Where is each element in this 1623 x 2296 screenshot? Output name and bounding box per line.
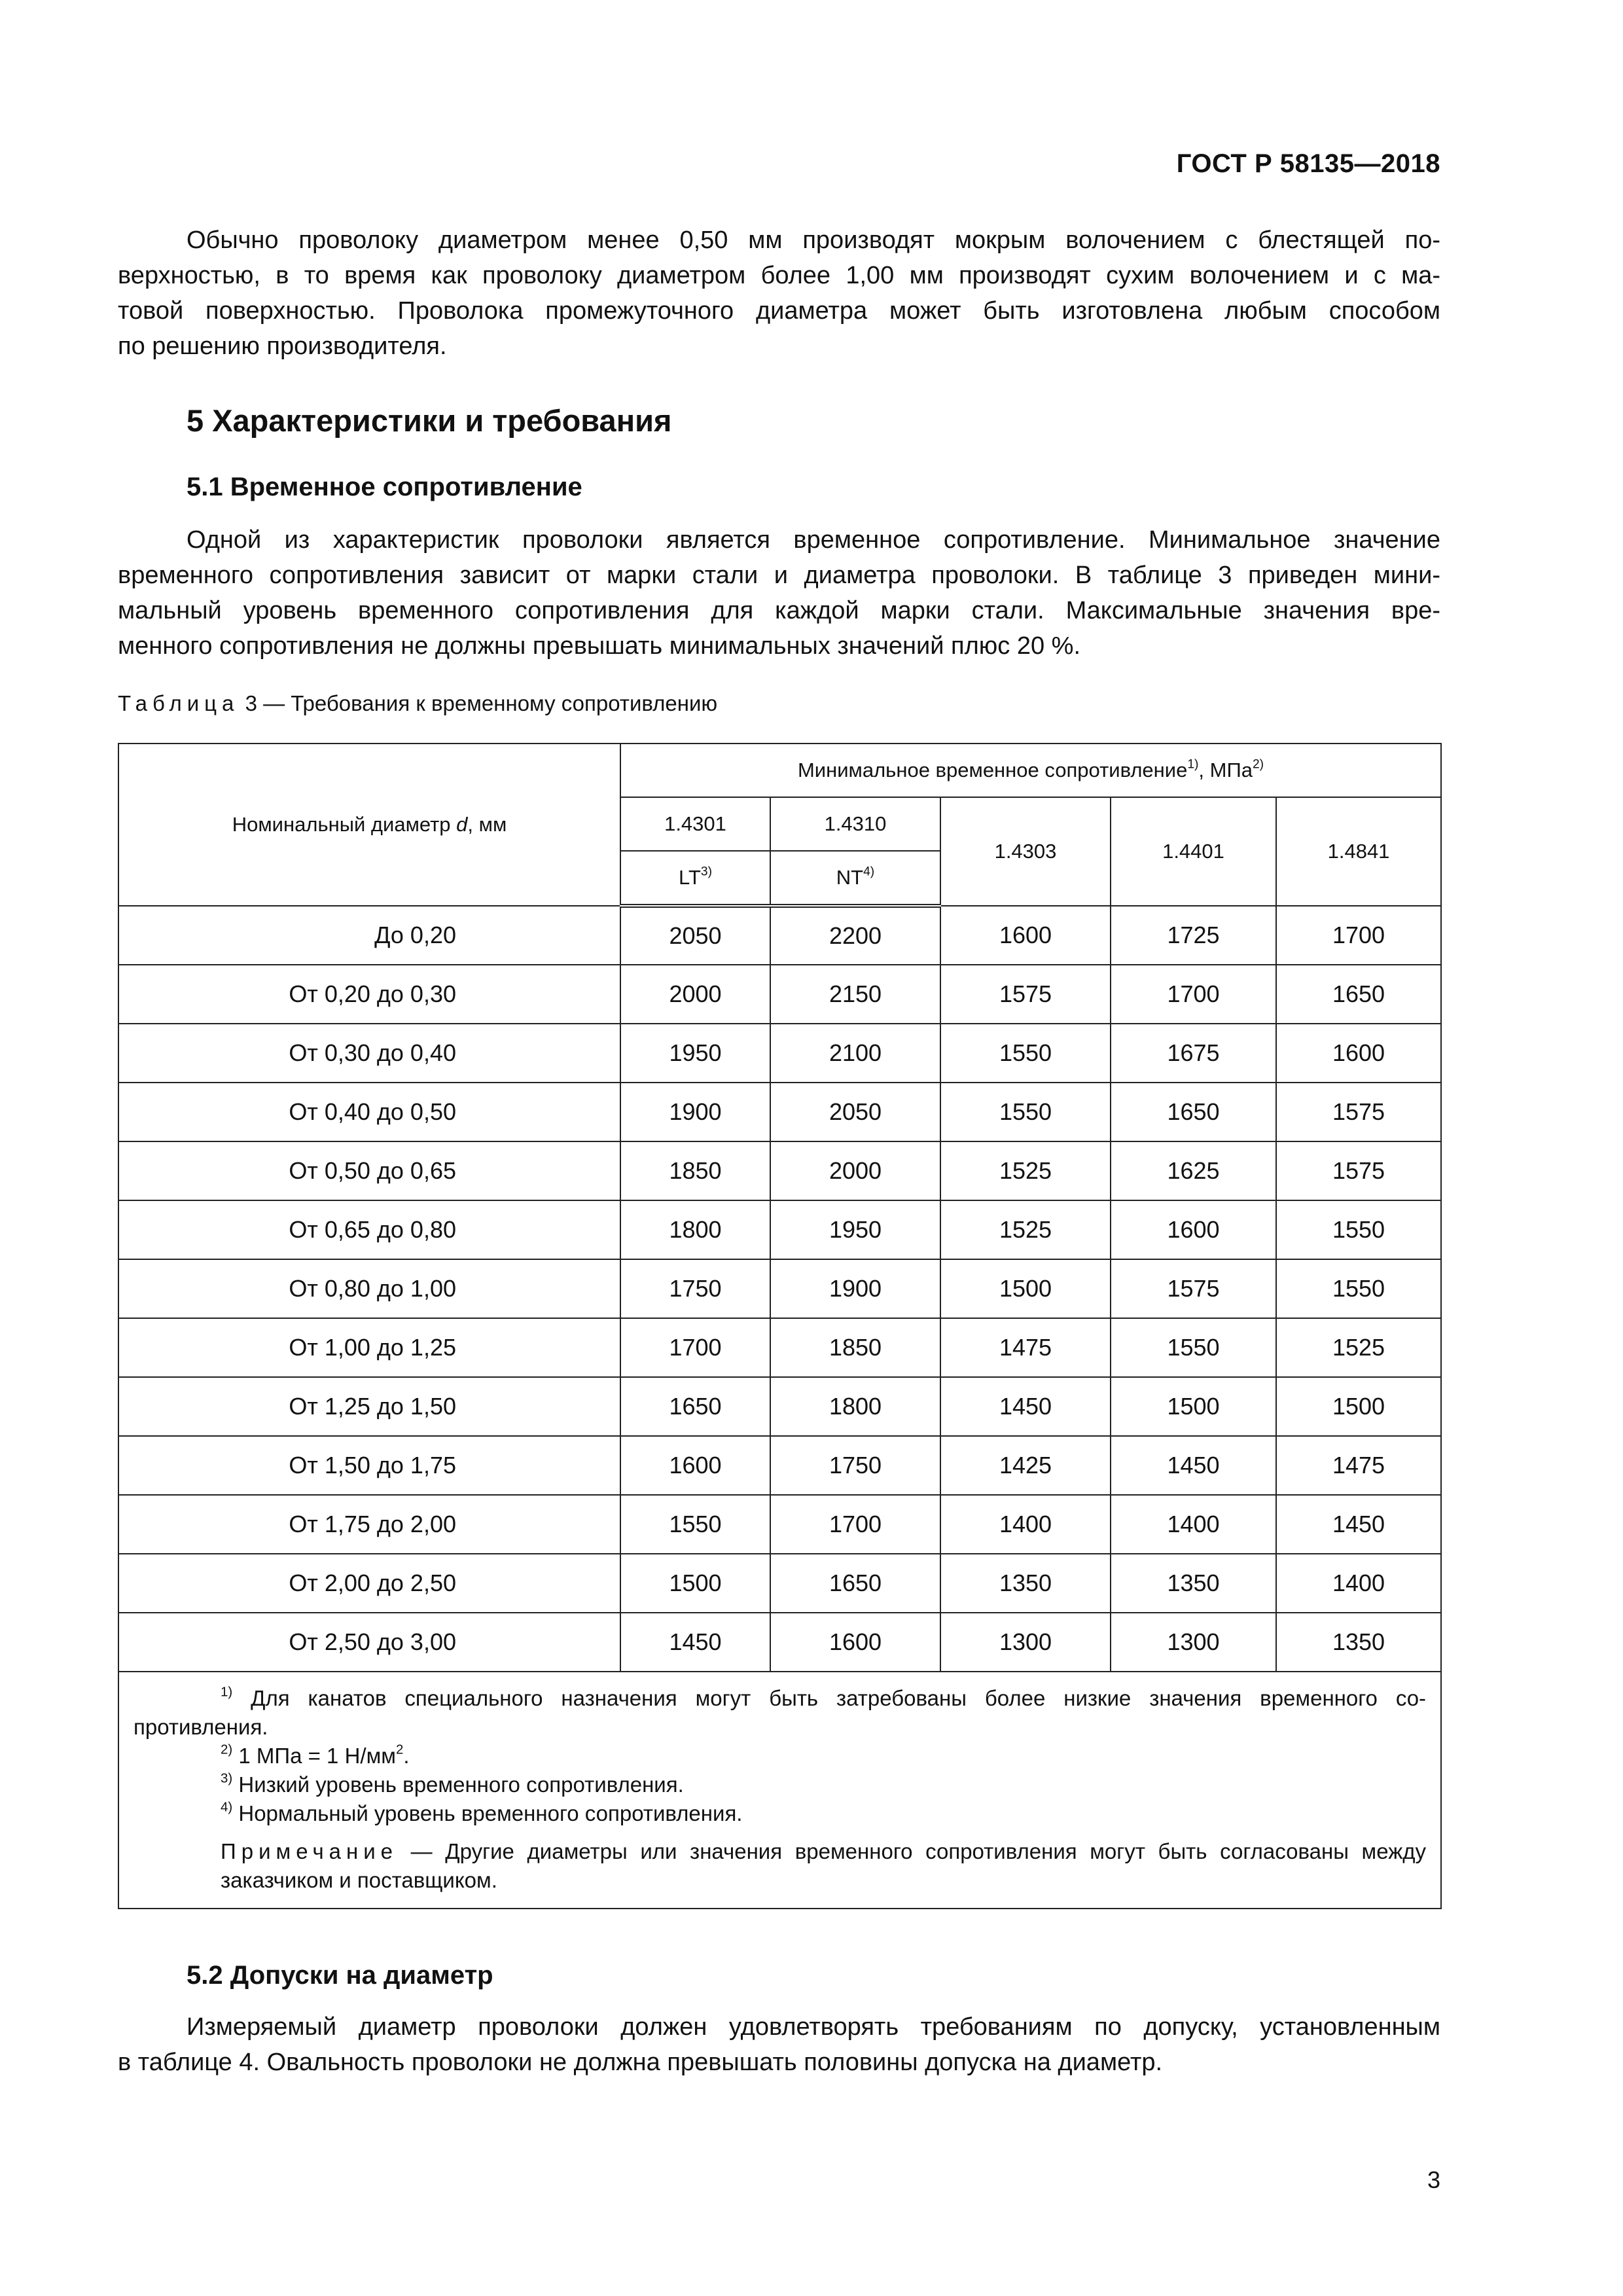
grade-header: 1.4301 [620, 797, 770, 851]
text-line: Обычно проволоку диаметром менее 0,50 мм производят мокрым волочением с блестящей по- [187, 226, 1440, 254]
grade-header: 1.4303 [940, 797, 1111, 906]
value-cell: 2100 [770, 1024, 940, 1083]
text-line: менного сопротивления не должны превышать минимальных значений плюс 20 %. [118, 632, 1080, 660]
note-text: — Другие диаметры или значения временного сопротивления могут быть согласованы между заказчиком и поставщиком. [221, 1839, 1427, 1892]
section-5-1-paragraph [118, 522, 1440, 664]
value-cell: 2000 [770, 1141, 940, 1200]
value-cell: 1700 [620, 1318, 770, 1377]
value-cell: 1600 [940, 906, 1111, 965]
table-caption [118, 691, 717, 716]
diameter-cell: От 2,00 до 2,50 [118, 1554, 620, 1613]
value-cell: 1750 [770, 1436, 940, 1495]
value-cell: 1550 [1111, 1318, 1276, 1377]
value-cell: 1500 [620, 1554, 770, 1613]
section-5-2-paragraph [118, 2009, 1440, 2080]
value-cell: 1800 [620, 1200, 770, 1259]
table-caption-text: 3 — Требования к временному сопротивлению [245, 691, 718, 715]
table-notes-row [118, 1672, 1441, 1909]
value-cell: 1900 [620, 1083, 770, 1141]
value-cell: 1300 [940, 1613, 1111, 1672]
value-cell: 1300 [1111, 1613, 1276, 1672]
value-cell: 2200 [770, 906, 940, 965]
diameter-cell: От 2,50 до 3,00 [118, 1613, 620, 1672]
level-header-lt: LT$^{3)}$ [620, 851, 770, 906]
level-header-nt: NT$^{4)}$ [770, 851, 940, 906]
table-3 [118, 743, 1442, 1909]
grade-header: 1.4310 [770, 797, 940, 851]
value-cell: 1450 [1276, 1495, 1441, 1554]
value-cell: 2050 [770, 1083, 940, 1141]
text-line: верхностью, в то время как проволоку диаметром более 1,00 мм производят сухим волочением и с ма- [118, 262, 1440, 289]
diameter-cell: От 0,50 до 0,65 [118, 1141, 620, 1200]
document-code: ГОСТ Р 58135—2018 [1176, 149, 1440, 178]
value-cell: 1525 [1276, 1318, 1441, 1377]
value-cell: 1625 [1111, 1141, 1276, 1200]
diameter-cell: До 0,20 [118, 906, 620, 965]
text-line: Измеряемый диаметр проволоки должен удовлетворять требованиям по допуску, установленным [187, 2013, 1440, 2041]
value-cell: 1600 [770, 1613, 940, 1672]
section-heading-5: 5 Характеристики и требования [187, 403, 672, 438]
table-footnotes [118, 1672, 1441, 1909]
table-row [118, 1613, 1441, 1672]
table-row [118, 1083, 1441, 1141]
grade-header: 1.4841 [1276, 797, 1441, 906]
footnote-3: $^{3)}$ Низкий уровень временного сопротивления. [221, 1770, 684, 1797]
value-cell: 1500 [1111, 1377, 1276, 1436]
value-cell: 1400 [1111, 1495, 1276, 1554]
text-line: в таблице 4. Овальность проволоки не должна превышать половины допуска на диаметр. [118, 2049, 1163, 2076]
table-caption-word: Таблица [118, 691, 240, 715]
value-cell: 1575 [1276, 1141, 1441, 1200]
text-line: товой поверхностью. Проволока промежуточного диаметра может быть изготовлена любым способом [118, 297, 1440, 325]
diameter-cell: От 0,65 до 0,80 [118, 1200, 620, 1259]
value-cell: 1700 [1276, 906, 1441, 965]
diameter-cell: От 1,50 до 1,75 [118, 1436, 620, 1495]
text-line: мальный уровень временного сопротивления для каждой марки стали. Максимальные значения вре- [118, 597, 1440, 624]
value-cell: 1725 [1111, 906, 1276, 965]
value-cell: 1950 [620, 1024, 770, 1083]
diameter-cell: От 0,40 до 0,50 [118, 1083, 620, 1141]
value-cell: 1550 [1276, 1200, 1441, 1259]
section-heading-5-1: 5.1 Временное сопротивление [187, 473, 582, 501]
diameter-cell: От 1,00 до 1,25 [118, 1318, 620, 1377]
value-cell: 1650 [1111, 1083, 1276, 1141]
value-cell: 1400 [940, 1495, 1111, 1554]
value-cell: 1450 [940, 1377, 1111, 1436]
value-cell: 1850 [620, 1141, 770, 1200]
table-row [118, 965, 1441, 1024]
diameter-cell: От 0,80 до 1,00 [118, 1259, 620, 1318]
value-cell: 1550 [940, 1024, 1111, 1083]
value-cell: 1500 [1276, 1377, 1441, 1436]
table-row [118, 1436, 1441, 1495]
value-cell: 1750 [620, 1259, 770, 1318]
note-label: Примечание [221, 1839, 399, 1863]
value-cell: 1700 [770, 1495, 940, 1554]
diameter-cell: От 0,20 до 0,30 [118, 965, 620, 1024]
value-cell: 1575 [940, 965, 1111, 1024]
value-cell: 1600 [1276, 1024, 1441, 1083]
value-cell: 1600 [1111, 1200, 1276, 1259]
value-cell: 1450 [620, 1613, 770, 1672]
footnote-4: $^{4)}$ Нормальный уровень временного сопротивления. [221, 1799, 743, 1825]
table-note [134, 1837, 1426, 1895]
value-cell: 1400 [1276, 1554, 1441, 1613]
value-cell: 1800 [770, 1377, 940, 1436]
table-row [118, 1141, 1441, 1200]
value-cell: 2150 [770, 965, 940, 1024]
document-page [118, 0, 1440, 2296]
diameter-cell: От 1,25 до 1,50 [118, 1377, 620, 1436]
grade-header: 1.4401 [1111, 797, 1276, 906]
value-cell: 1650 [620, 1377, 770, 1436]
value-cell: 1650 [1276, 965, 1441, 1024]
table-row [118, 1024, 1441, 1083]
text-line: по решению производителя. [118, 332, 447, 360]
intro-paragraph [118, 223, 1440, 364]
table-row [118, 1377, 1441, 1436]
value-cell: 1675 [1111, 1024, 1276, 1083]
table-row [118, 1200, 1441, 1259]
value-cell: 2050 [620, 906, 770, 965]
value-cell: 1450 [1111, 1436, 1276, 1495]
value-cell: 1350 [1111, 1554, 1276, 1613]
value-cell: 1850 [770, 1318, 940, 1377]
value-cell: 1950 [770, 1200, 940, 1259]
text-line: временного сопротивления зависит от марки стали и диаметра проволоки. В таблице 3 приведен мини- [118, 562, 1440, 589]
footnote-1-continuation: противления. [134, 1715, 268, 1739]
table-row [118, 1318, 1441, 1377]
value-cell: 1425 [940, 1436, 1111, 1495]
diameter-header: Номинальный диаметр d, мм [118, 744, 620, 906]
value-cell: 1700 [1111, 965, 1276, 1024]
value-cell: 1475 [940, 1318, 1111, 1377]
value-cell: 1500 [940, 1259, 1111, 1318]
value-cell: 1525 [940, 1200, 1111, 1259]
strength-group-header: Минимальное временное сопротивление$^{1)}$, МПа$^{2)}$ [620, 744, 1441, 797]
value-cell: 1550 [620, 1495, 770, 1554]
value-cell: 1350 [940, 1554, 1111, 1613]
section-heading-5-2: 5.2 Допуски на диаметр [187, 1961, 493, 1990]
value-cell: 1525 [940, 1141, 1111, 1200]
value-cell: 1600 [620, 1436, 770, 1495]
footnote-1: $^{1)}$ Для канатов специального назначения могут быть затребованы более низкие значения временного со- [221, 1684, 1427, 1710]
value-cell: 1350 [1276, 1613, 1441, 1672]
value-cell: 1550 [940, 1083, 1111, 1141]
value-cell: 1900 [770, 1259, 940, 1318]
value-cell: 2000 [620, 965, 770, 1024]
value-cell: 1575 [1111, 1259, 1276, 1318]
table-row [118, 906, 1441, 965]
table-row [118, 1259, 1441, 1318]
text-line: Одной из характеристик проволоки является временное сопротивление. Минимальное значение [187, 526, 1440, 554]
value-cell: 1475 [1276, 1436, 1441, 1495]
diameter-cell: От 0,30 до 0,40 [118, 1024, 620, 1083]
value-cell: 1550 [1276, 1259, 1441, 1318]
page-number: 3 [1427, 2166, 1440, 2193]
footnote-2: $^{2)}$ 1 МПа = 1 $Н/мм^2$. [221, 1742, 410, 1768]
value-cell: 1650 [770, 1554, 940, 1613]
value-cell: 1575 [1276, 1083, 1441, 1141]
table-row [118, 1495, 1441, 1554]
table-row [118, 1554, 1441, 1613]
diameter-cell: От 1,75 до 2,00 [118, 1495, 620, 1554]
